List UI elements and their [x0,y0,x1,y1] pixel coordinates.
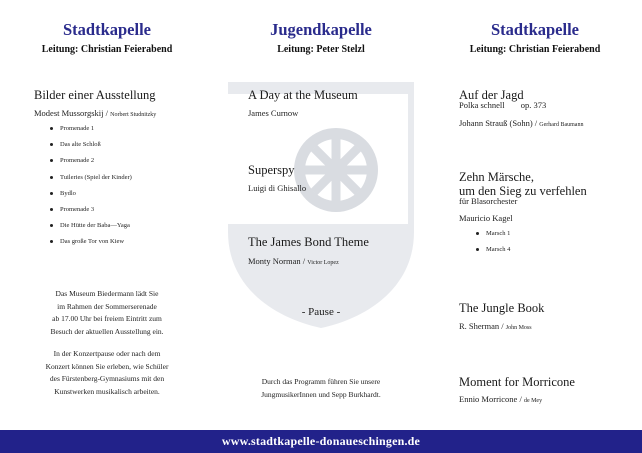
left-column [0,0,214,430]
piece-composer: Modest Mussorgskij / Norbert Studnitzky [34,108,157,118]
piece-composer: Johann Strauß (Sohn) / Gerhard Baumann [459,118,584,128]
composer-name: Johann Strauß (Sohn) [459,118,533,128]
paragraph-line: des Fürstenberg-Gymnasiums mit den [49,374,165,384]
composer-name: Monty Norman [248,256,301,266]
paragraph-line: Besuch der aktuellen Ausstellung ein. [50,326,164,336]
website-link[interactable]: www.stadtkapelle-donaueschingen.de [221,434,421,448]
piece-composer: Monty Norman / Victor Lopez [248,256,339,266]
subtitle-text: Polka schnell [459,100,505,110]
paragraph-line: im Rahmen der Sommerserenade [57,301,157,311]
movement-item: Das alte Schloß [50,140,132,156]
band-leader: Leitung: Christian Feierabend [469,44,601,55]
movement-list [476,229,510,261]
middle-column [214,0,428,430]
piece-title: A Day at the Museum [248,88,358,102]
museum-paragraph [10,288,204,338]
footer-bar [0,430,642,453]
paragraph-line: Durch das Programm führen Sie unsere [261,377,381,386]
pause-label: - Pause - [301,306,341,318]
paragraph-line: Das Museum Biedermann lädt Sie [55,289,159,298]
concert-paragraph [10,348,204,398]
piece-composer: James Curnow [248,108,299,118]
paragraph-line: In der Konzertpause oder nach dem [53,349,161,358]
piece-title: Auf der Jagd [459,88,524,102]
paragraph-line: Kunstwerken musikalisch arbeiten. [54,386,160,396]
piece-composer: Mauricio Kagel [459,213,513,223]
right-column [428,0,642,430]
arranger-name: Gerhard Baumann [539,122,584,128]
movement-item: Marsch 4 [476,245,510,261]
movement-item: Bydlo [50,189,132,205]
composer-name: Ennio Morricone [459,394,518,404]
paragraph-line: ab 17.00 Uhr bei freiem Eintritt zum [52,314,162,324]
piece-title: Superspy [248,163,295,177]
band-leader: Leitung: Peter Stelzl [277,44,365,55]
opus-number: op. 373 [520,100,547,110]
movement-item: Promenade 3 [50,205,132,221]
movement-item: Promenade 1 [50,124,132,140]
paragraph-line: Konzert können Sie erleben, wie Schüler [45,361,169,371]
piece-title: Bilder einer Ausstellung [34,88,156,102]
piece-composer: Ennio Morricone / de Mey [459,394,543,404]
composer-name: R. Sherman [459,321,500,331]
piece-subtitle: für Blasorchester [459,196,518,206]
paragraph-line: JungmusikerInnen und Sepp Burkhardt. [261,389,381,399]
piece-composer: R. Sherman / John Moss [459,321,532,331]
band-title: Stadtkapelle [490,20,579,39]
piece-title [459,170,587,198]
arranger-name: Norbert Studnitzky [110,112,157,118]
movement-item: Tuileries (Spiel der Kinder) [50,173,132,189]
arranger-name: de Mey [523,398,543,404]
piece-title: Moment for Morricone [459,375,575,389]
moderation-note [224,376,418,401]
title-line: Zehn Märsche, [459,170,534,184]
movement-list [50,124,132,254]
movement-item: Marsch 1 [476,229,510,245]
band-title: Stadtkapelle [62,20,151,39]
title-line: um den Sieg zu verfehlen [459,184,587,198]
composer-name: Modest Mussorgskij [34,108,104,118]
arranger-name: John Moss [505,325,532,331]
piece-subtitle [459,100,546,111]
arranger-name: Victor Lopez [307,260,339,266]
band-leader: Leitung: Christian Feierabend [41,44,173,55]
movement-item: Die Hütte der Baba—Yaga [50,221,132,237]
piece-composer: Luigi di Ghisallo [248,183,307,193]
band-title: Jugendkapelle [270,20,372,39]
piece-title: The James Bond Theme [248,235,369,249]
movement-item: Promenade 2 [50,156,132,172]
movement-item: Das große Tor von Kiew [50,237,132,253]
piece-title: The Jungle Book [459,301,545,315]
